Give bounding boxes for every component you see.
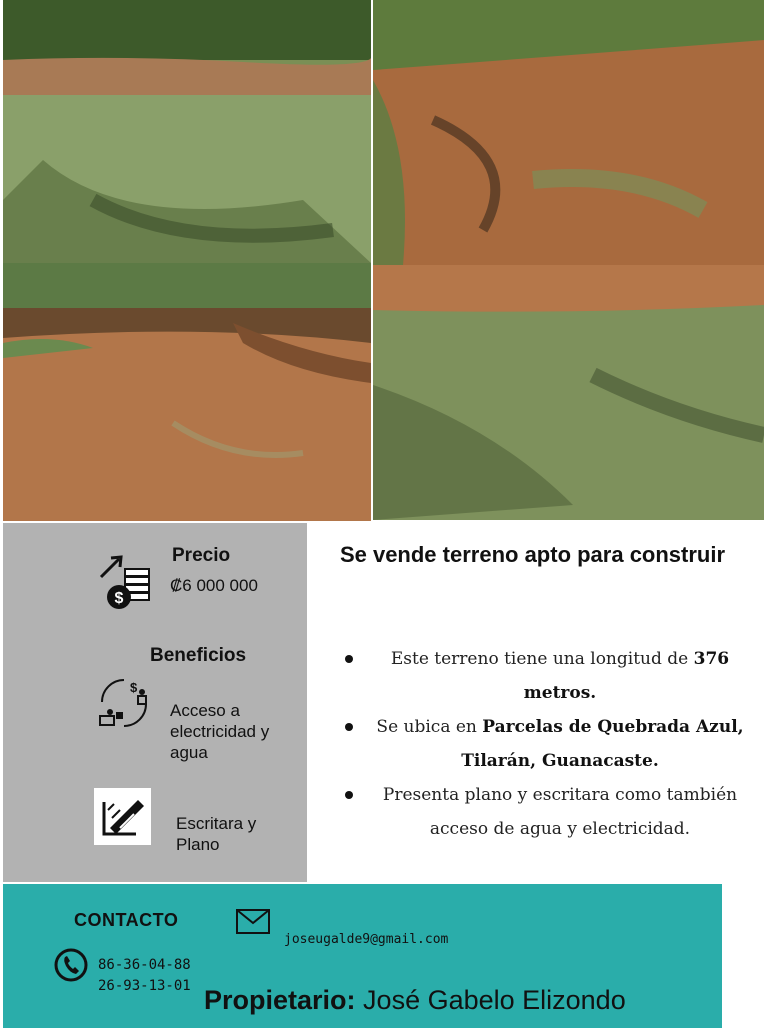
land-photo-1 <box>3 0 371 263</box>
price-value: ₡6 000 000 <box>170 576 258 595</box>
list-item: Se ubica en Parcelas de Quebrada Azul, Tilarán, Guanacaste. <box>343 710 753 778</box>
phone-number[interactable]: 86-36-04-88 <box>98 957 191 973</box>
owner-line <box>204 985 626 1016</box>
list-item: Este terreno tiene una longitud de 376 metros. <box>343 642 753 710</box>
exchange-people-icon <box>96 676 152 730</box>
listing-headline: Se vende terreno apto para construir <box>339 542 726 567</box>
owner-label: Propietario: <box>204 985 356 1015</box>
phone-number[interactable]: 26-93-13-01 <box>98 978 191 994</box>
mail-icon <box>236 909 270 934</box>
land-photo-4 <box>373 265 764 520</box>
benefit-electricity-label: Acceso a electricidad y agua <box>170 701 270 762</box>
blueprint-ruler-icon <box>94 788 151 845</box>
svg-text:$: $ <box>114 590 124 607</box>
price-title: Precio <box>172 545 231 566</box>
benefit-plan-label: Escritara y Plano <box>176 814 257 854</box>
land-photo-2 <box>373 0 764 265</box>
svg-text:$: $ <box>130 680 138 695</box>
owner-name: José Gabelo Elizondo <box>363 985 626 1015</box>
list-item: Presenta plano y escritara como también acceso de agua y electricidad. <box>343 778 753 846</box>
land-photo-3 <box>3 263 371 521</box>
benefits-title: Beneficios <box>150 645 247 666</box>
money-growth-icon <box>99 553 153 611</box>
description-list <box>343 642 753 846</box>
phone-icon <box>54 948 88 982</box>
email-link[interactable]: joseugalde9@gmail.com <box>284 932 449 947</box>
contact-title: CONTACTO <box>74 910 179 930</box>
phone-numbers <box>98 955 191 997</box>
